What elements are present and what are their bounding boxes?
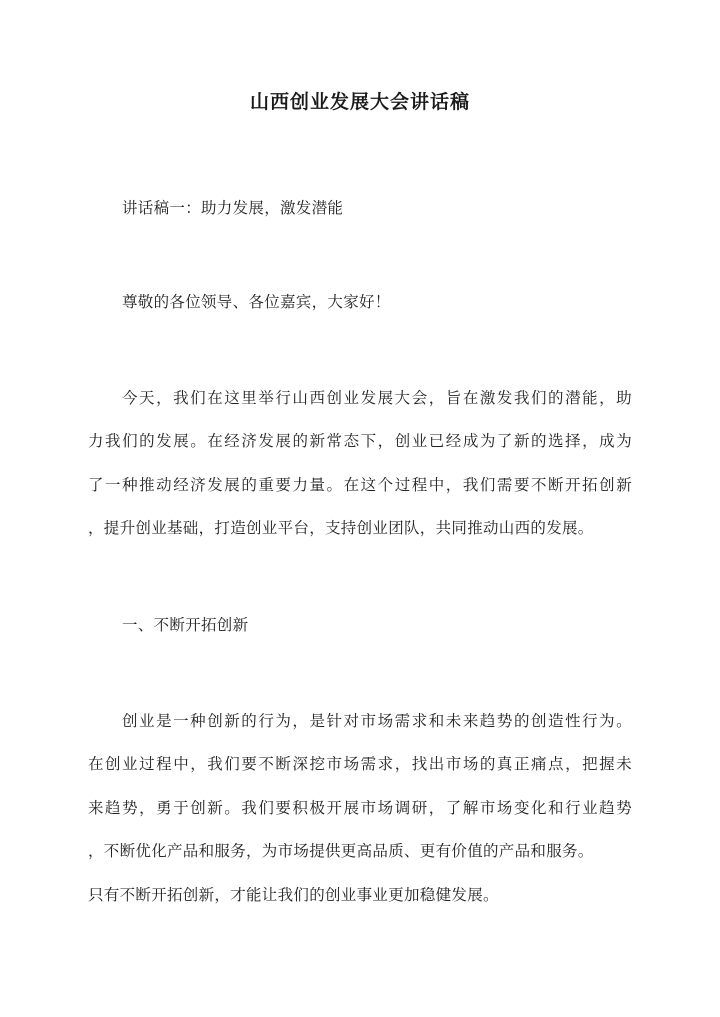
paragraph-2-line-4: ，不断优化产品和服务，为市场提供更高品质、更有价值的产品和服务。 [88, 842, 594, 860]
paragraph-1-line-1: 今天，我们在这里举行山西创业发展大会，旨在激发我们的潜能，助 [122, 389, 632, 407]
paragraph-2-line-3: 来趋势，勇于创新。我们要积极开展市场调研，了解市场变化和行业趋势 [88, 799, 632, 817]
paragraph-1-line-2: 力我们的发展。在经济发展的新常态下，创业已经成为了新的选择，成为 [88, 432, 632, 450]
section-1-heading: 一、不断开拓创新 [122, 616, 249, 634]
document-title: 山西创业发展大会讲话稿 [249, 91, 470, 113]
paragraph-2-line-1: 创业是一种创新的行为，是针对市场需求和未来趋势的创造性行为。 [122, 712, 632, 730]
greeting: 尊敬的各位领导、各位嘉宾，大家好！ [122, 293, 391, 311]
paragraph-1-line-3: 了一种推动经济发展的重要力量。在这个过程中，我们需要不断开拓创新 [88, 476, 632, 494]
paragraph-1-line-4: ，提升创业基础，打造创业平台，支持创业团队，共同推动山西的发展。 [88, 519, 594, 537]
paragraph-2-line-2: 在创业过程中，我们要不断深挖市场需求，找出市场的真正痛点，把握未 [88, 755, 632, 773]
speech-subtitle: 讲话稿一：助力发展，激发潜能 [122, 199, 344, 217]
paragraph-2-line-5: 只有不断开拓创新，才能让我们的创业事业更加稳健发展。 [88, 886, 499, 904]
